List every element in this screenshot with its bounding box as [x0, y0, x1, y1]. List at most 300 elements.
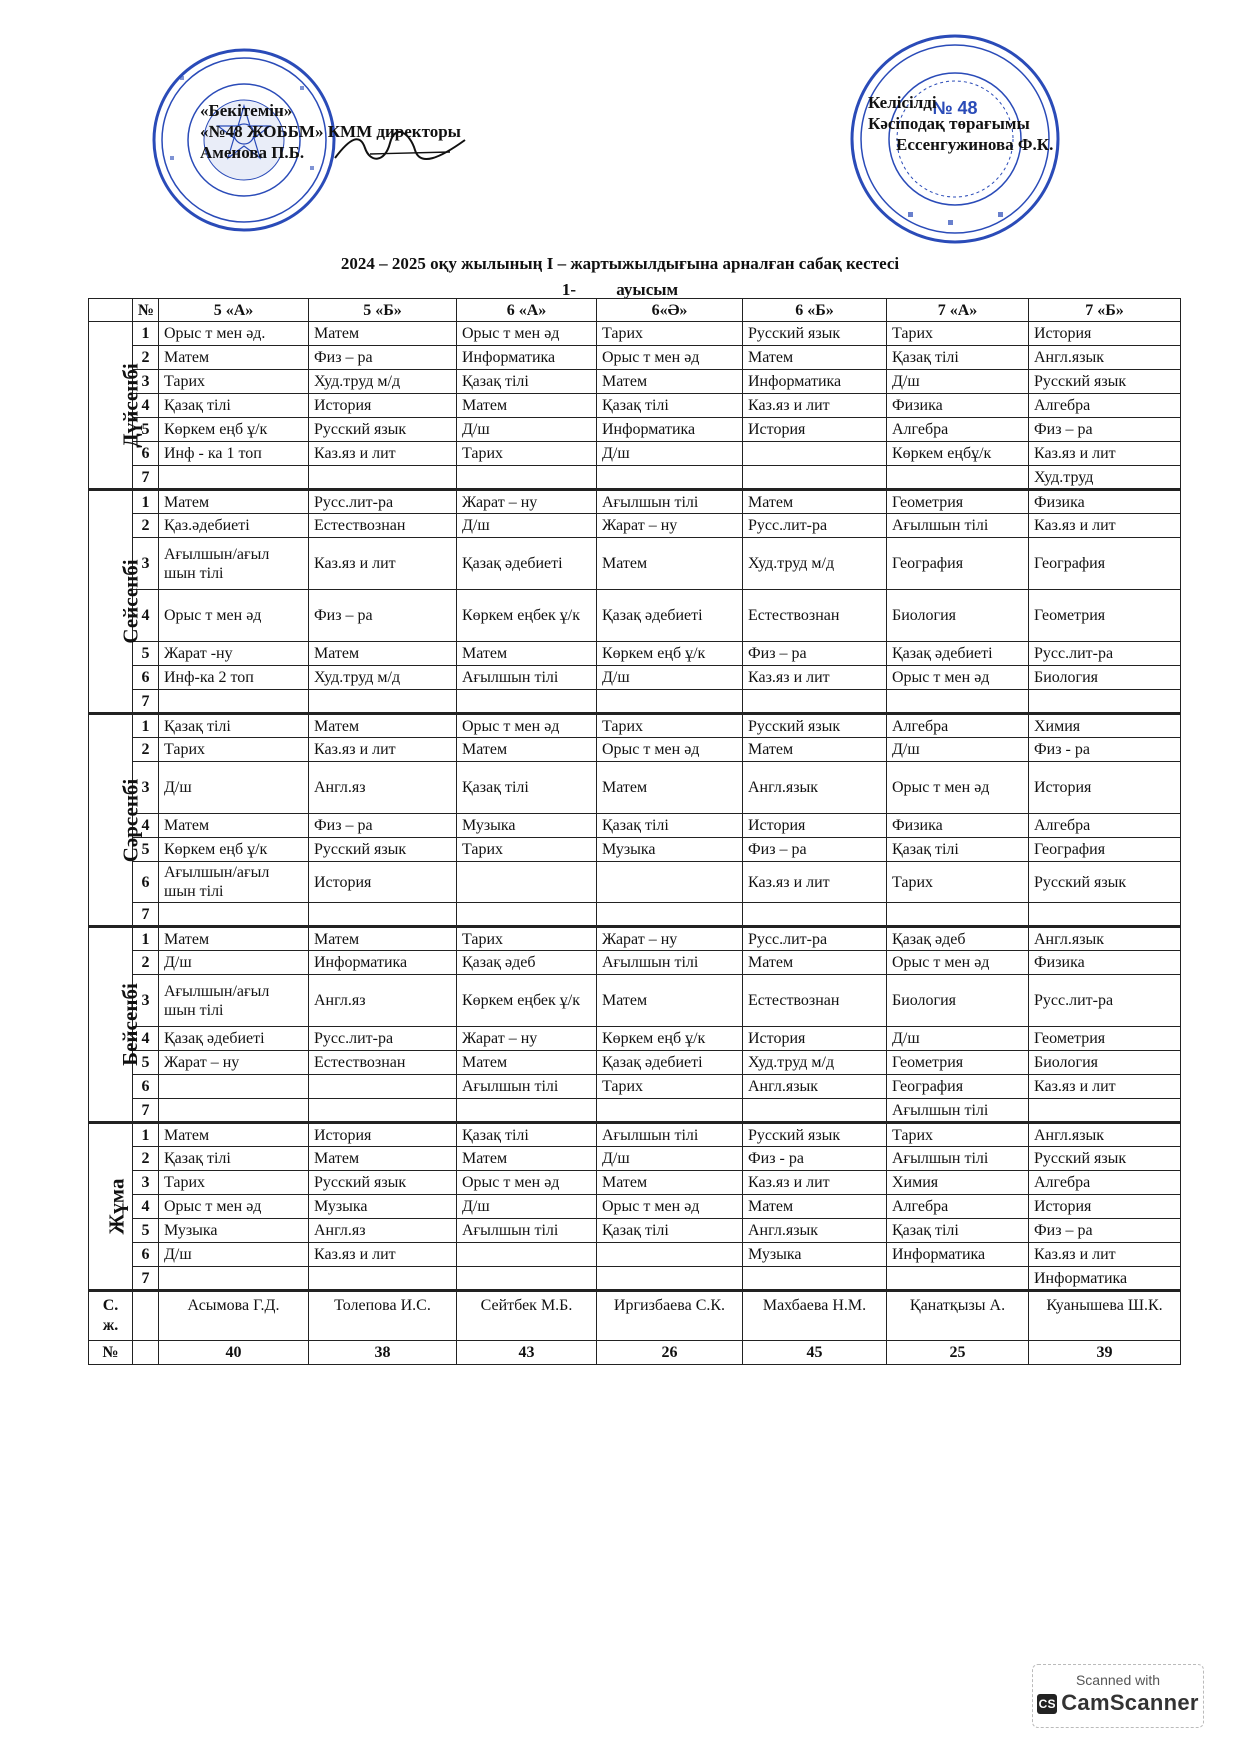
- lesson-number: 5: [133, 418, 159, 442]
- subject-cell: Каз.яз и лит: [309, 538, 457, 590]
- subject-cell: Геометрия: [1029, 590, 1181, 642]
- subject-cell: Тарих: [887, 1123, 1029, 1147]
- subject-cell: Геометрия: [887, 1051, 1029, 1075]
- subject-cell: [309, 690, 457, 714]
- lesson-number: 4: [133, 1195, 159, 1219]
- subject-cell: Қазақ тілі: [159, 1147, 309, 1171]
- subject-cell: Каз.яз и лит: [743, 394, 887, 418]
- teachers-row: [89, 1291, 1181, 1341]
- subject-cell: Қазақ тілі: [159, 714, 309, 738]
- subject-cell: [597, 1243, 743, 1267]
- subject-cell: [457, 1267, 597, 1291]
- subject-cell: Матем: [159, 927, 309, 951]
- subject-cell: Д/ш: [597, 666, 743, 690]
- subject-cell: Информатика: [743, 370, 887, 394]
- subject-cell: Қазақ тілі: [457, 762, 597, 814]
- subject-cell: Матем: [309, 714, 457, 738]
- subject-cell: [309, 466, 457, 490]
- subject-cell: Информатика: [887, 1243, 1029, 1267]
- subject-cell: [887, 1267, 1029, 1291]
- subject-cell: Матем: [159, 490, 309, 514]
- lesson-row: [89, 1051, 1181, 1075]
- lesson-row: [89, 862, 1181, 903]
- lesson-row: [89, 642, 1181, 666]
- subject-cell: Матем: [743, 1195, 887, 1219]
- lesson-number: 2: [133, 951, 159, 975]
- subject-cell: История: [309, 394, 457, 418]
- subject-cell: Худ.труд м/д: [743, 1051, 887, 1075]
- subject-cell: Ағылшын тілі: [887, 1099, 1029, 1123]
- subject-cell: Худ.труд м/д: [309, 370, 457, 394]
- lesson-row: [89, 738, 1181, 762]
- subject-cell: Тарих: [159, 738, 309, 762]
- corner-cell: [89, 299, 133, 322]
- subject-cell: Ағылшын тілі: [457, 1075, 597, 1099]
- empty-cell: [133, 1341, 159, 1365]
- approval-position: «№48 ЖОББМ» КММ директоры: [200, 122, 461, 141]
- subject-cell: Естествознан: [309, 514, 457, 538]
- shift-label: ауысым: [616, 280, 679, 299]
- lesson-number: 5: [133, 838, 159, 862]
- class-header: 5 «Б»: [309, 299, 457, 322]
- subject-cell: [457, 862, 597, 903]
- lesson-row: [89, 814, 1181, 838]
- subject-cell: [159, 466, 309, 490]
- subject-cell: Матем: [159, 1123, 309, 1147]
- day-name: Бейсенбі: [117, 983, 142, 1066]
- lesson-number: 4: [133, 394, 159, 418]
- lesson-row: [89, 514, 1181, 538]
- subject-cell: [597, 690, 743, 714]
- subject-cell: [597, 1267, 743, 1291]
- subject-cell: Алгебра: [887, 714, 1029, 738]
- subject-cell: Матем: [159, 346, 309, 370]
- header-row: [89, 299, 1181, 322]
- subject-cell: Қазақ тілі: [457, 1123, 597, 1147]
- subject-cell: Англ.яз: [309, 975, 457, 1027]
- subject-cell: Қазақ тілі: [597, 1219, 743, 1243]
- subject-cell: [743, 1267, 887, 1291]
- subject-cell: [457, 903, 597, 927]
- subject-cell: [457, 1243, 597, 1267]
- subject-cell: Қаз.әдебиеті: [159, 514, 309, 538]
- subject-cell: Қазақ әдебиеті: [887, 642, 1029, 666]
- document-header: [0, 0, 1240, 250]
- agreement-block: [868, 92, 1053, 155]
- subject-cell: Русский язык: [309, 418, 457, 442]
- student-count: 43: [457, 1341, 597, 1365]
- subject-cell: Қазақ тілі: [597, 814, 743, 838]
- subject-cell: Геометрия: [887, 490, 1029, 514]
- subject-cell: Физика: [887, 394, 1029, 418]
- lesson-row: [89, 1123, 1181, 1147]
- subject-cell: Информатика: [597, 418, 743, 442]
- subject-cell: История: [743, 814, 887, 838]
- shift-number: 1-: [561, 280, 577, 299]
- day-name-cell: [89, 714, 143, 927]
- subject-cell: Көркем еңб ұ/к: [159, 838, 309, 862]
- lesson-row: [89, 714, 1181, 738]
- subject-cell: Д/ш: [457, 1195, 597, 1219]
- subject-cell: Тарих: [597, 322, 743, 346]
- lesson-number: 5: [133, 642, 159, 666]
- subject-cell: [597, 466, 743, 490]
- subject-cell: Матем: [457, 1147, 597, 1171]
- subject-cell: Ағылшын тілі: [597, 490, 743, 514]
- subject-cell: Русс.лит-ра: [1029, 642, 1181, 666]
- subject-cell: [309, 1267, 457, 1291]
- lesson-number: 7: [133, 903, 159, 927]
- class-header: 5 «А»: [159, 299, 309, 322]
- lesson-number: 3: [133, 762, 159, 814]
- subject-cell: Матем: [597, 370, 743, 394]
- subject-cell: Ағылшын тілі: [457, 666, 597, 690]
- subject-cell: Матем: [597, 1171, 743, 1195]
- lesson-row: [89, 418, 1181, 442]
- subject-cell: Тарих: [159, 370, 309, 394]
- subject-cell: Физ - ра: [1029, 738, 1181, 762]
- subject-cell: Тарих: [597, 1075, 743, 1099]
- subject-cell: Каз.яз и лит: [309, 1243, 457, 1267]
- lesson-row: [89, 466, 1181, 490]
- subject-cell: Көркем еңбек ұ/к: [457, 975, 597, 1027]
- subject-cell: Англ.язык: [1029, 1123, 1181, 1147]
- subject-cell: [159, 1099, 309, 1123]
- subject-cell: География: [1029, 538, 1181, 590]
- subject-cell: [887, 903, 1029, 927]
- subject-cell: Русс.лит-ра: [309, 490, 457, 514]
- subject-cell: Биология: [887, 590, 1029, 642]
- subject-cell: Матем: [597, 538, 743, 590]
- agreement-name: Ессенгужинова Ф.К.: [896, 135, 1054, 154]
- lesson-number: 3: [133, 370, 159, 394]
- subject-cell: Музыка: [743, 1243, 887, 1267]
- subject-cell: [457, 1099, 597, 1123]
- subject-cell: [743, 690, 887, 714]
- subject-cell: Биология: [1029, 666, 1181, 690]
- subject-cell: Инф - ка 1 топ: [159, 442, 309, 466]
- subject-cell: Матем: [309, 642, 457, 666]
- subject-cell: Қазақ тілі: [597, 394, 743, 418]
- lesson-number: 6: [133, 862, 159, 903]
- subject-cell: Қазақ әдебиеті: [457, 538, 597, 590]
- subject-cell: Қазақ әдеб: [457, 951, 597, 975]
- subject-cell: [1029, 903, 1181, 927]
- subject-cell: Орыс т мен әд: [887, 951, 1029, 975]
- subject-cell: Матем: [309, 322, 457, 346]
- subject-cell: Орыс т мен әд: [597, 738, 743, 762]
- lesson-row: [89, 1147, 1181, 1171]
- subject-cell: Матем: [743, 738, 887, 762]
- camscanner-badge: [1032, 1664, 1204, 1728]
- subject-cell: Физика: [1029, 951, 1181, 975]
- subject-cell: Орыс т мен әд: [887, 762, 1029, 814]
- class-teacher: Махбаева Н.М.: [743, 1291, 887, 1341]
- subject-cell: [597, 1099, 743, 1123]
- subject-cell: Ағылшын/ағыл шын тілі: [159, 862, 309, 903]
- subject-cell: [743, 1099, 887, 1123]
- scanner-brand-text: CamScanner: [1061, 1690, 1199, 1715]
- subject-cell: [887, 466, 1029, 490]
- subject-cell: Матем: [743, 490, 887, 514]
- subject-cell: Физ – ра: [1029, 1219, 1181, 1243]
- subject-cell: Русс.лит-ра: [309, 1027, 457, 1051]
- lesson-row: [89, 927, 1181, 951]
- agreement-position: Кәсіподақ төрағымы: [868, 114, 1030, 133]
- subject-cell: Физика: [887, 814, 1029, 838]
- subject-cell: География: [887, 1075, 1029, 1099]
- subject-cell: [159, 903, 309, 927]
- subject-cell: Музыка: [597, 838, 743, 862]
- subject-cell: Матем: [743, 346, 887, 370]
- subject-cell: Орыс т мен әд: [457, 1171, 597, 1195]
- subject-cell: Естествознан: [309, 1051, 457, 1075]
- lesson-number: 2: [133, 738, 159, 762]
- subject-cell: Англ.язык: [743, 1075, 887, 1099]
- subject-cell: География: [1029, 838, 1181, 862]
- lesson-number: 1: [133, 1123, 159, 1147]
- subject-cell: Қазақ тілі: [887, 1219, 1029, 1243]
- subject-cell: Көркем еңб ұ/к: [597, 1027, 743, 1051]
- lesson-number: 2: [133, 346, 159, 370]
- subject-cell: Англ.язык: [1029, 346, 1181, 370]
- lesson-number: 1: [133, 927, 159, 951]
- subject-cell: История: [1029, 762, 1181, 814]
- lesson-number: 6: [133, 1075, 159, 1099]
- subject-cell: Тарих: [597, 714, 743, 738]
- subject-cell: Музыка: [309, 1195, 457, 1219]
- subject-cell: Физ – ра: [743, 642, 887, 666]
- subject-cell: Д/ш: [457, 514, 597, 538]
- subject-cell: История: [743, 418, 887, 442]
- subject-cell: Алгебра: [1029, 814, 1181, 838]
- subject-cell: Тарих: [457, 838, 597, 862]
- subject-cell: Каз.яз и лит: [743, 666, 887, 690]
- lesson-row: [89, 903, 1181, 927]
- subject-cell: Орыс т мен әд: [597, 346, 743, 370]
- student-count: 40: [159, 1341, 309, 1365]
- subject-cell: Ағылшын тілі: [887, 1147, 1029, 1171]
- subject-cell: Матем: [309, 927, 457, 951]
- subject-cell: Алгебра: [887, 1195, 1029, 1219]
- subject-cell: Русский язык: [309, 838, 457, 862]
- lesson-row: [89, 1099, 1181, 1123]
- subject-cell: [887, 690, 1029, 714]
- lesson-number: 4: [133, 814, 159, 838]
- subject-cell: Алгебра: [1029, 1171, 1181, 1195]
- subject-cell: Худ.труд: [1029, 466, 1181, 490]
- subject-cell: Англ.язык: [743, 762, 887, 814]
- subject-cell: [159, 690, 309, 714]
- class-teacher: Иргизбаева С.К.: [597, 1291, 743, 1341]
- subject-cell: Қазақ тілі: [159, 394, 309, 418]
- subject-cell: [309, 1099, 457, 1123]
- subject-cell: Каз.яз и лит: [743, 1171, 887, 1195]
- lesson-number: 3: [133, 538, 159, 590]
- student-count: 39: [1029, 1341, 1181, 1365]
- lesson-number: 4: [133, 590, 159, 642]
- subject-cell: Д/ш: [887, 1027, 1029, 1051]
- lesson-row: [89, 394, 1181, 418]
- camscanner-logo-icon: CS: [1037, 1694, 1057, 1714]
- lesson-number: 6: [133, 666, 159, 690]
- subject-cell: Физ – ра: [1029, 418, 1181, 442]
- lesson-number: 3: [133, 1171, 159, 1195]
- subject-cell: Англ.яз: [309, 1219, 457, 1243]
- lesson-number: 6: [133, 442, 159, 466]
- subject-cell: Орыс т мен әд: [159, 590, 309, 642]
- subject-cell: Каз.яз и лит: [743, 862, 887, 903]
- lesson-row: [89, 538, 1181, 590]
- subject-cell: История: [1029, 322, 1181, 346]
- lesson-row: [89, 1171, 1181, 1195]
- subject-cell: [743, 903, 887, 927]
- lesson-number: 7: [133, 1267, 159, 1291]
- lesson-row: [89, 1075, 1181, 1099]
- subject-cell: [597, 862, 743, 903]
- subject-cell: Орыс т мен әд: [887, 666, 1029, 690]
- subject-cell: Көркем еңб ұ/к: [597, 642, 743, 666]
- shift-line: [0, 280, 1240, 300]
- subject-cell: Матем: [159, 814, 309, 838]
- subject-cell: Ағылшын/ағыл шын тілі: [159, 975, 309, 1027]
- lesson-number: 7: [133, 466, 159, 490]
- subject-cell: Русский язык: [743, 1123, 887, 1147]
- subject-cell: Д/ш: [457, 418, 597, 442]
- lesson-row: [89, 590, 1181, 642]
- subject-cell: История: [309, 862, 457, 903]
- lesson-number: 7: [133, 1099, 159, 1123]
- subject-cell: Англ.язык: [1029, 927, 1181, 951]
- subject-cell: Биология: [887, 975, 1029, 1027]
- subject-cell: Алгебра: [887, 418, 1029, 442]
- subject-cell: Русский язык: [743, 714, 887, 738]
- subject-cell: Матем: [457, 642, 597, 666]
- class-header: 6«Ә»: [597, 299, 743, 322]
- subject-cell: Ағылшын тілі: [887, 514, 1029, 538]
- subject-cell: Физ – ра: [309, 814, 457, 838]
- subject-cell: Каз.яз и лит: [309, 442, 457, 466]
- subject-cell: Матем: [457, 1051, 597, 1075]
- lesson-row: [89, 370, 1181, 394]
- subject-cell: Матем: [309, 1147, 457, 1171]
- subject-cell: Русс.лит-ра: [743, 927, 887, 951]
- subject-cell: Жарат – ну: [159, 1051, 309, 1075]
- lesson-number: 2: [133, 1147, 159, 1171]
- lesson-row: [89, 838, 1181, 862]
- subject-cell: Каз.яз и лит: [1029, 1243, 1181, 1267]
- subject-cell: Орыс т мен әд: [457, 714, 597, 738]
- subject-cell: Русский язык: [743, 322, 887, 346]
- lesson-number: 4: [133, 1027, 159, 1051]
- subject-cell: Физика: [1029, 490, 1181, 514]
- class-teacher: Асымова Г.Д.: [159, 1291, 309, 1341]
- subject-cell: Матем: [597, 762, 743, 814]
- subject-cell: История: [1029, 1195, 1181, 1219]
- lesson-row: [89, 490, 1181, 514]
- class-header: 6 «Б»: [743, 299, 887, 322]
- subject-cell: Русский язык: [309, 1171, 457, 1195]
- student-count: 38: [309, 1341, 457, 1365]
- subject-cell: Матем: [457, 738, 597, 762]
- subject-cell: Д/ш: [159, 951, 309, 975]
- subject-cell: Музыка: [159, 1219, 309, 1243]
- subject-cell: Жарат -ну: [159, 642, 309, 666]
- subject-cell: Физ - ра: [743, 1147, 887, 1171]
- lesson-number: 5: [133, 1051, 159, 1075]
- subject-cell: Русский язык: [1029, 370, 1181, 394]
- student-count-row: [89, 1341, 1181, 1365]
- lesson-row: [89, 442, 1181, 466]
- subject-cell: Геометрия: [1029, 1027, 1181, 1051]
- empty-cell: [133, 1291, 159, 1341]
- class-teacher: Куанышева Ш.К.: [1029, 1291, 1181, 1341]
- subject-cell: Тарих: [457, 442, 597, 466]
- lesson-row: [89, 762, 1181, 814]
- lesson-number: 1: [133, 490, 159, 514]
- day-name-cell: [89, 490, 143, 714]
- subject-cell: Русс.лит-ра: [1029, 975, 1181, 1027]
- subject-cell: [309, 1075, 457, 1099]
- subject-cell: Химия: [887, 1171, 1029, 1195]
- subject-cell: Қазақ әдебиеті: [597, 590, 743, 642]
- subject-cell: Қазақ тілі: [887, 346, 1029, 370]
- subject-cell: Тарих: [457, 927, 597, 951]
- subject-cell: [743, 442, 887, 466]
- lesson-row: [89, 346, 1181, 370]
- subject-cell: Тарих: [887, 322, 1029, 346]
- subject-cell: Ағылшын тілі: [597, 1123, 743, 1147]
- lesson-number: 1: [133, 714, 159, 738]
- approval-heading: «Бекітемін»: [200, 101, 293, 120]
- subject-cell: Информатика: [309, 951, 457, 975]
- day-name-cell: [89, 1123, 133, 1291]
- subject-cell: Естествознан: [743, 590, 887, 642]
- lesson-row: [89, 1243, 1181, 1267]
- lesson-number: 2: [133, 514, 159, 538]
- lesson-row: [89, 951, 1181, 975]
- subject-cell: Қазақ әдебиеті: [159, 1027, 309, 1051]
- subject-cell: Д/ш: [159, 1243, 309, 1267]
- lesson-number: 7: [133, 690, 159, 714]
- subject-cell: Қазақ тілі: [887, 838, 1029, 862]
- subject-cell: Д/ш: [597, 1147, 743, 1171]
- lesson-row: [89, 1219, 1181, 1243]
- day-name: Сейсенбі: [118, 559, 143, 644]
- lesson-row: [89, 1195, 1181, 1219]
- subject-cell: Д/ш: [887, 738, 1029, 762]
- lesson-row: [89, 975, 1181, 1027]
- count-label: №: [89, 1341, 133, 1365]
- class-header: 6 «А»: [457, 299, 597, 322]
- scanner-brand: [1033, 1690, 1203, 1716]
- lesson-row: [89, 1027, 1181, 1051]
- subject-cell: Матем: [597, 975, 743, 1027]
- class-header: 7 «А»: [887, 299, 1029, 322]
- subject-cell: Матем: [457, 394, 597, 418]
- subject-cell: Каз.яз и лит: [1029, 514, 1181, 538]
- subject-cell: Тарих: [887, 862, 1029, 903]
- subject-cell: Информатика: [1029, 1267, 1181, 1291]
- subject-cell: Физ – ра: [309, 346, 457, 370]
- student-count: 45: [743, 1341, 887, 1365]
- student-count: 26: [597, 1341, 743, 1365]
- day-name: Сәрсенбі: [118, 778, 143, 862]
- subject-cell: Русский язык: [1029, 1147, 1181, 1171]
- subject-cell: Көркем еңбұ/к: [887, 442, 1029, 466]
- student-count: 25: [887, 1341, 1029, 1365]
- subject-cell: Орыс т мен әд: [597, 1195, 743, 1219]
